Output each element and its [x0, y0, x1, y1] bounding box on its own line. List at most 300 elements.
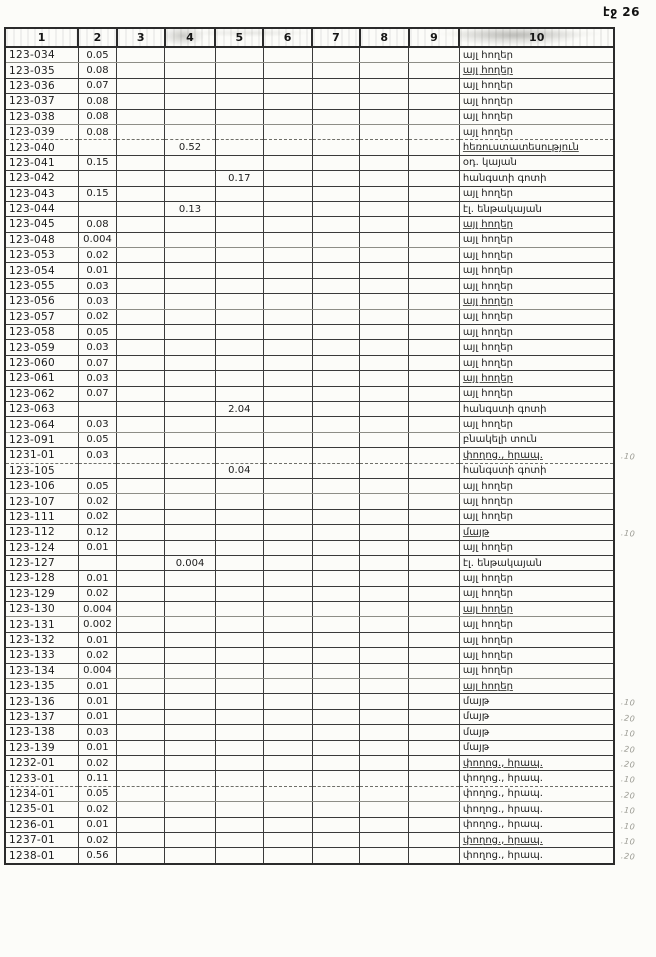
area-value-cell-col9: [409, 525, 460, 540]
area-value-cell-col2: 0.12: [78, 525, 117, 540]
column-header-4: 4: [165, 28, 216, 47]
table-row: [5, 155, 614, 170]
area-value-cell-col3: [117, 494, 165, 509]
column-header-5: 5: [215, 28, 263, 47]
parcel-code-cell: 123-060: [5, 355, 78, 370]
area-value-cell-col4: [165, 463, 216, 478]
parcel-code-cell: 123-042: [5, 171, 78, 186]
area-value-cell-col7: [312, 725, 360, 740]
pencil-margin-mark: .10: [620, 836, 636, 847]
area-value-cell-col6: [263, 386, 312, 401]
area-value-cell-col6: [263, 602, 312, 617]
table-row: [5, 494, 614, 509]
table-row: [5, 325, 614, 340]
area-value-cell-col2: 0.08: [78, 217, 117, 232]
area-value-cell-col2: 0.07: [78, 78, 117, 93]
area-value-cell-col8: [360, 725, 409, 740]
area-value-cell-col2: 0.01: [78, 709, 117, 724]
area-value-cell-col7: [312, 386, 360, 401]
land-use-cell: օդ. կայան: [459, 155, 614, 170]
area-value-cell-col5: [215, 124, 263, 139]
area-value-cell-col9: [409, 278, 460, 293]
area-value-cell-col8: [360, 355, 409, 370]
area-value-cell-col5: [215, 78, 263, 93]
land-use-cell: այլ հողեր: [459, 494, 614, 509]
land-use-cell: այլ հողեր: [459, 386, 614, 401]
area-value-cell-col2: 0.08: [78, 94, 117, 109]
area-value-cell-col3: [117, 448, 165, 463]
area-value-cell-col4: [165, 771, 216, 786]
area-value-cell-col4: [165, 186, 216, 201]
land-use-cell: այլ հողեր: [459, 78, 614, 93]
table-row: [5, 47, 614, 63]
area-value-cell-col5: [215, 679, 263, 694]
area-value-cell-col9: [409, 63, 460, 78]
area-value-cell-col3: [117, 648, 165, 663]
parcel-code-cell: 123-128: [5, 571, 78, 586]
pencil-margin-mark: .10: [620, 774, 636, 786]
area-value-cell-col5: [215, 525, 263, 540]
parcel-code-cell: 1231-01: [5, 448, 78, 463]
area-value-cell-col3: [117, 171, 165, 186]
area-value-cell-col3: [117, 155, 165, 170]
area-value-cell-col5: 0.17: [215, 171, 263, 186]
area-value-cell-col6: [263, 509, 312, 524]
table-row: [5, 725, 614, 740]
land-use-cell: այլ հողեր: [459, 602, 614, 617]
pencil-margin-mark: .20: [620, 790, 636, 801]
area-value-cell-col5: [215, 802, 263, 817]
area-value-cell-col9: [409, 355, 460, 370]
area-value-cell-col8: [360, 632, 409, 647]
area-value-cell-col4: [165, 232, 216, 247]
land-use-cell: հանգստի գոտի: [459, 463, 614, 478]
land-use-cell: փողոց., հրապ. .10: [459, 802, 614, 817]
table-row: [5, 63, 614, 78]
area-value-cell-col4: [165, 478, 216, 493]
area-value-cell-col2: 0.08: [78, 124, 117, 139]
area-value-cell-col3: [117, 124, 165, 139]
area-value-cell-col5: [215, 232, 263, 247]
area-value-cell-col5: [215, 217, 263, 232]
land-use-cell: այլ հողեր: [459, 309, 614, 324]
area-value-cell-col7: [312, 294, 360, 309]
area-value-cell-col8: [360, 171, 409, 186]
area-value-cell-col4: [165, 325, 216, 340]
area-value-cell-col4: 0.004: [165, 555, 216, 570]
area-value-cell-col5: [215, 602, 263, 617]
area-value-cell-col6: [263, 525, 312, 540]
table-row: [5, 478, 614, 493]
land-use-cell: այլ հողեր: [459, 509, 614, 524]
area-value-cell-col6: [263, 663, 312, 678]
area-value-cell-col7: [312, 648, 360, 663]
area-value-cell-col3: [117, 832, 165, 847]
area-value-cell-col2: 0.01: [78, 632, 117, 647]
area-value-cell-col5: [215, 648, 263, 663]
table-row: [5, 217, 614, 232]
area-value-cell-col4: [165, 648, 216, 663]
area-value-cell-col6: [263, 709, 312, 724]
area-value-cell-col9: [409, 340, 460, 355]
area-value-cell-col7: [312, 694, 360, 709]
parcel-code-cell: 123-041: [5, 155, 78, 170]
table-row: [5, 771, 614, 786]
area-value-cell-col2: 0.08: [78, 63, 117, 78]
parcel-code-cell: 123-045: [5, 217, 78, 232]
area-value-cell-col7: [312, 709, 360, 724]
column-header-10: 10: [459, 28, 614, 47]
area-value-cell-col6: [263, 540, 312, 555]
area-value-cell-col9: [409, 540, 460, 555]
land-use-cell: այլ հողեր: [459, 278, 614, 293]
area-value-cell-col9: [409, 617, 460, 632]
area-value-cell-col6: [263, 648, 312, 663]
land-use-cell: այլ հողեր: [459, 679, 614, 694]
area-value-cell-col2: [78, 555, 117, 570]
area-value-cell-col2: 0.03: [78, 448, 117, 463]
area-value-cell-col8: [360, 294, 409, 309]
area-value-cell-col3: [117, 386, 165, 401]
area-value-cell-col7: [312, 124, 360, 139]
area-value-cell-col9: [409, 325, 460, 340]
table-row: [5, 679, 614, 694]
area-value-cell-col2: 0.004: [78, 663, 117, 678]
area-value-cell-col4: [165, 340, 216, 355]
area-value-cell-col8: [360, 186, 409, 201]
area-value-cell-col6: [263, 401, 312, 416]
land-use-cell: այլ հողեր: [459, 417, 614, 432]
area-value-cell-col2: 0.05: [78, 47, 117, 63]
parcel-code-cell: 123-138: [5, 725, 78, 740]
area-value-cell-col9: [409, 494, 460, 509]
table-row: [5, 832, 614, 847]
area-value-cell-col7: [312, 817, 360, 832]
area-value-cell-col3: [117, 478, 165, 493]
area-value-cell-col4: [165, 725, 216, 740]
area-value-cell-col6: [263, 478, 312, 493]
table-row: [5, 109, 614, 124]
land-use-cell: այլ հողեր: [459, 355, 614, 370]
table-body: [5, 47, 636, 864]
table-row: [5, 786, 614, 801]
land-use-cell: այլ հողեր: [459, 663, 614, 678]
area-value-cell-col6: [263, 771, 312, 786]
area-value-cell-col5: [215, 540, 263, 555]
area-value-cell-col6: [263, 417, 312, 432]
area-value-cell-col5: [215, 109, 263, 124]
pencil-margin-mark: .20: [620, 743, 636, 755]
table-row: [5, 232, 614, 247]
table-row: [5, 817, 614, 832]
area-value-cell-col3: [117, 340, 165, 355]
area-value-cell-col7: [312, 771, 360, 786]
area-value-cell-col5: [215, 263, 263, 278]
area-value-cell-col6: [263, 632, 312, 647]
area-value-cell-col2: 0.03: [78, 417, 117, 432]
area-value-cell-col4: [165, 509, 216, 524]
area-value-cell-col5: [215, 709, 263, 724]
area-value-cell-col2: [78, 201, 117, 216]
area-value-cell-col2: 0.01: [78, 817, 117, 832]
land-use-cell: այլ հողեր: [459, 617, 614, 632]
parcel-code-cell: 123-137: [5, 709, 78, 724]
area-value-cell-col8: [360, 248, 409, 263]
table-row: [5, 386, 614, 401]
table-row: [5, 755, 614, 770]
parcel-code-cell: 123-064: [5, 417, 78, 432]
area-value-cell-col5: [215, 725, 263, 740]
pencil-margin-mark: .10: [620, 697, 636, 709]
area-value-cell-col8: [360, 232, 409, 247]
area-value-cell-col8: [360, 478, 409, 493]
area-value-cell-col6: [263, 463, 312, 478]
area-value-cell-col3: [117, 555, 165, 570]
area-value-cell-col3: [117, 47, 165, 63]
parcel-code-cell: 123-133: [5, 648, 78, 663]
area-value-cell-col9: [409, 463, 460, 478]
area-value-cell-col5: [215, 386, 263, 401]
table-row: [5, 463, 614, 478]
area-value-cell-col6: [263, 832, 312, 847]
area-value-cell-col6: [263, 786, 312, 801]
area-value-cell-col9: [409, 679, 460, 694]
area-value-cell-col8: [360, 47, 409, 63]
area-value-cell-col7: [312, 586, 360, 601]
land-use-cell: այլ հողեր: [459, 124, 614, 139]
area-value-cell-col3: [117, 694, 165, 709]
table-header: [5, 28, 614, 47]
table-row: [5, 509, 614, 524]
parcel-code-cell: 1237-01: [5, 832, 78, 847]
area-value-cell-col6: [263, 755, 312, 770]
area-value-cell-col8: [360, 817, 409, 832]
area-value-cell-col8: [360, 463, 409, 478]
area-value-cell-col7: [312, 802, 360, 817]
table-row: [5, 571, 614, 586]
area-value-cell-col8: [360, 386, 409, 401]
area-value-cell-col3: [117, 401, 165, 416]
area-value-cell-col4: [165, 709, 216, 724]
area-value-cell-col6: [263, 217, 312, 232]
parcel-code-cell: 1232-01: [5, 755, 78, 770]
table-row: [5, 740, 614, 755]
parcel-code-cell: 123-131: [5, 617, 78, 632]
area-value-cell-col6: [263, 78, 312, 93]
area-value-cell-col3: [117, 540, 165, 555]
area-value-cell-col5: 2.04: [215, 401, 263, 416]
area-value-cell-col9: [409, 755, 460, 770]
area-value-cell-col5: [215, 432, 263, 447]
area-value-cell-col2: 0.05: [78, 786, 117, 801]
land-use-cell: հանգստի գոտի: [459, 401, 614, 416]
area-value-cell-col7: [312, 679, 360, 694]
area-value-cell-col7: [312, 832, 360, 847]
land-use-cell: այլ հողեր: [459, 648, 614, 663]
area-value-cell-col5: [215, 248, 263, 263]
area-value-cell-col2: 0.05: [78, 478, 117, 493]
area-value-cell-col4: [165, 786, 216, 801]
area-value-cell-col6: [263, 109, 312, 124]
parcel-code-cell: 123-056: [5, 294, 78, 309]
parcel-code-cell: 123-043: [5, 186, 78, 201]
area-value-cell-col7: [312, 617, 360, 632]
area-value-cell-col2: 0.01: [78, 679, 117, 694]
area-value-cell-col7: [312, 740, 360, 755]
area-value-cell-col4: [165, 679, 216, 694]
area-value-cell-col6: [263, 155, 312, 170]
area-value-cell-col6: [263, 94, 312, 109]
table-row: [5, 663, 614, 678]
area-value-cell-col3: [117, 109, 165, 124]
area-value-cell-col5: [215, 694, 263, 709]
area-value-cell-col5: [215, 786, 263, 801]
area-value-cell-col5: [215, 201, 263, 216]
area-value-cell-col2: 0.01: [78, 740, 117, 755]
parcel-code-cell: 123-055: [5, 278, 78, 293]
area-value-cell-col3: [117, 679, 165, 694]
area-value-cell-col6: [263, 494, 312, 509]
area-value-cell-col7: [312, 755, 360, 770]
area-value-cell-col3: [117, 740, 165, 755]
area-value-cell-col3: [117, 848, 165, 864]
area-value-cell-col2: [78, 171, 117, 186]
area-value-cell-col3: [117, 371, 165, 386]
area-value-cell-col4: [165, 740, 216, 755]
land-use-cell: այլ հողեր: [459, 586, 614, 601]
area-value-cell-col8: [360, 786, 409, 801]
area-value-cell-col7: [312, 786, 360, 801]
table-row: [5, 294, 614, 309]
column-header-9: 9: [409, 28, 460, 47]
area-value-cell-col2: 0.03: [78, 340, 117, 355]
table-row: [5, 802, 614, 817]
area-value-cell-col9: [409, 432, 460, 447]
area-value-cell-col9: [409, 602, 460, 617]
land-use-cell: այլ հողեր: [459, 248, 614, 263]
parcel-code-cell: 1233-01: [5, 771, 78, 786]
area-value-cell-col4: [165, 540, 216, 555]
area-value-cell-col9: [409, 725, 460, 740]
land-use-cell: փողոց., հրապ. .10: [459, 832, 614, 847]
land-use-cell: էլ. ենթակայան: [459, 201, 614, 216]
area-value-cell-col7: [312, 63, 360, 78]
land-use-cell: հեռուստատեսություն: [459, 140, 614, 155]
area-value-cell-col6: [263, 740, 312, 755]
area-value-cell-col4: [165, 525, 216, 540]
area-value-cell-col7: [312, 263, 360, 278]
area-value-cell-col3: [117, 663, 165, 678]
area-value-cell-col9: [409, 509, 460, 524]
area-value-cell-col5: [215, 740, 263, 755]
area-value-cell-col5: [215, 494, 263, 509]
column-header-6: 6: [263, 28, 312, 47]
land-use-cell: այլ հողեր: [459, 540, 614, 555]
area-value-cell-col5: [215, 586, 263, 601]
area-value-cell-col6: [263, 201, 312, 216]
area-value-cell-col5: [215, 186, 263, 201]
area-value-cell-col8: [360, 448, 409, 463]
area-value-cell-col2: 0.11: [78, 771, 117, 786]
area-value-cell-col2: 0.01: [78, 540, 117, 555]
area-value-cell-col5: [215, 325, 263, 340]
area-value-cell-col9: [409, 401, 460, 416]
column-header-2: 2: [78, 28, 117, 47]
parcel-code-cell: 123-063: [5, 401, 78, 416]
table-header-row: [5, 28, 614, 47]
column-header-3: 3: [117, 28, 165, 47]
area-value-cell-col8: [360, 217, 409, 232]
table-row: [5, 171, 614, 186]
area-value-cell-col4: [165, 217, 216, 232]
parcel-code-cell: 123-124: [5, 540, 78, 555]
area-value-cell-col8: [360, 848, 409, 864]
area-value-cell-col5: [215, 371, 263, 386]
land-use-cell: այլ հողեր: [459, 47, 614, 63]
table-row: [5, 186, 614, 201]
area-value-cell-col3: [117, 571, 165, 586]
area-value-cell-col6: [263, 325, 312, 340]
table-row: [5, 709, 614, 724]
area-value-cell-col4: [165, 602, 216, 617]
land-use-cell: մայթ .20: [459, 709, 614, 724]
area-value-cell-col3: [117, 232, 165, 247]
land-use-cell: փողոց., հրապ. .20: [459, 786, 614, 801]
area-value-cell-col6: [263, 355, 312, 370]
parcel-code-cell: 123-129: [5, 586, 78, 601]
area-value-cell-col5: [215, 771, 263, 786]
land-use-cell: այլ հողեր: [459, 478, 614, 493]
area-value-cell-col4: [165, 586, 216, 601]
area-value-cell-col9: [409, 217, 460, 232]
area-value-cell-col8: [360, 771, 409, 786]
area-value-cell-col6: [263, 848, 312, 864]
area-value-cell-col8: [360, 78, 409, 93]
area-value-cell-col9: [409, 232, 460, 247]
area-value-cell-col4: [165, 63, 216, 78]
area-value-cell-col5: 0.04: [215, 463, 263, 478]
area-value-cell-col3: [117, 771, 165, 786]
table-row: [5, 355, 614, 370]
area-value-cell-col6: [263, 679, 312, 694]
area-value-cell-col8: [360, 648, 409, 663]
area-value-cell-col8: [360, 417, 409, 432]
area-value-cell-col9: [409, 694, 460, 709]
area-value-cell-col7: [312, 478, 360, 493]
table-row: [5, 648, 614, 663]
area-value-cell-col8: [360, 94, 409, 109]
area-value-cell-col3: [117, 248, 165, 263]
parcel-code-cell: 123-130: [5, 602, 78, 617]
land-use-cell: այլ հողեր: [459, 186, 614, 201]
area-value-cell-col9: [409, 817, 460, 832]
parcel-code-cell: 123-061: [5, 371, 78, 386]
area-value-cell-col3: [117, 509, 165, 524]
area-value-cell-col2: 0.03: [78, 294, 117, 309]
parcel-code-cell: 123-039: [5, 124, 78, 139]
area-value-cell-col8: [360, 140, 409, 155]
pencil-margin-mark: .10: [620, 728, 636, 739]
table-row: [5, 248, 614, 263]
area-value-cell-col3: [117, 63, 165, 78]
parcel-code-cell: 123-058: [5, 325, 78, 340]
area-value-cell-col9: [409, 201, 460, 216]
pencil-margin-mark: .10: [620, 820, 636, 832]
area-value-cell-col5: [215, 478, 263, 493]
area-value-cell-col5: [215, 848, 263, 864]
table-row: [5, 432, 614, 447]
area-value-cell-col4: [165, 294, 216, 309]
